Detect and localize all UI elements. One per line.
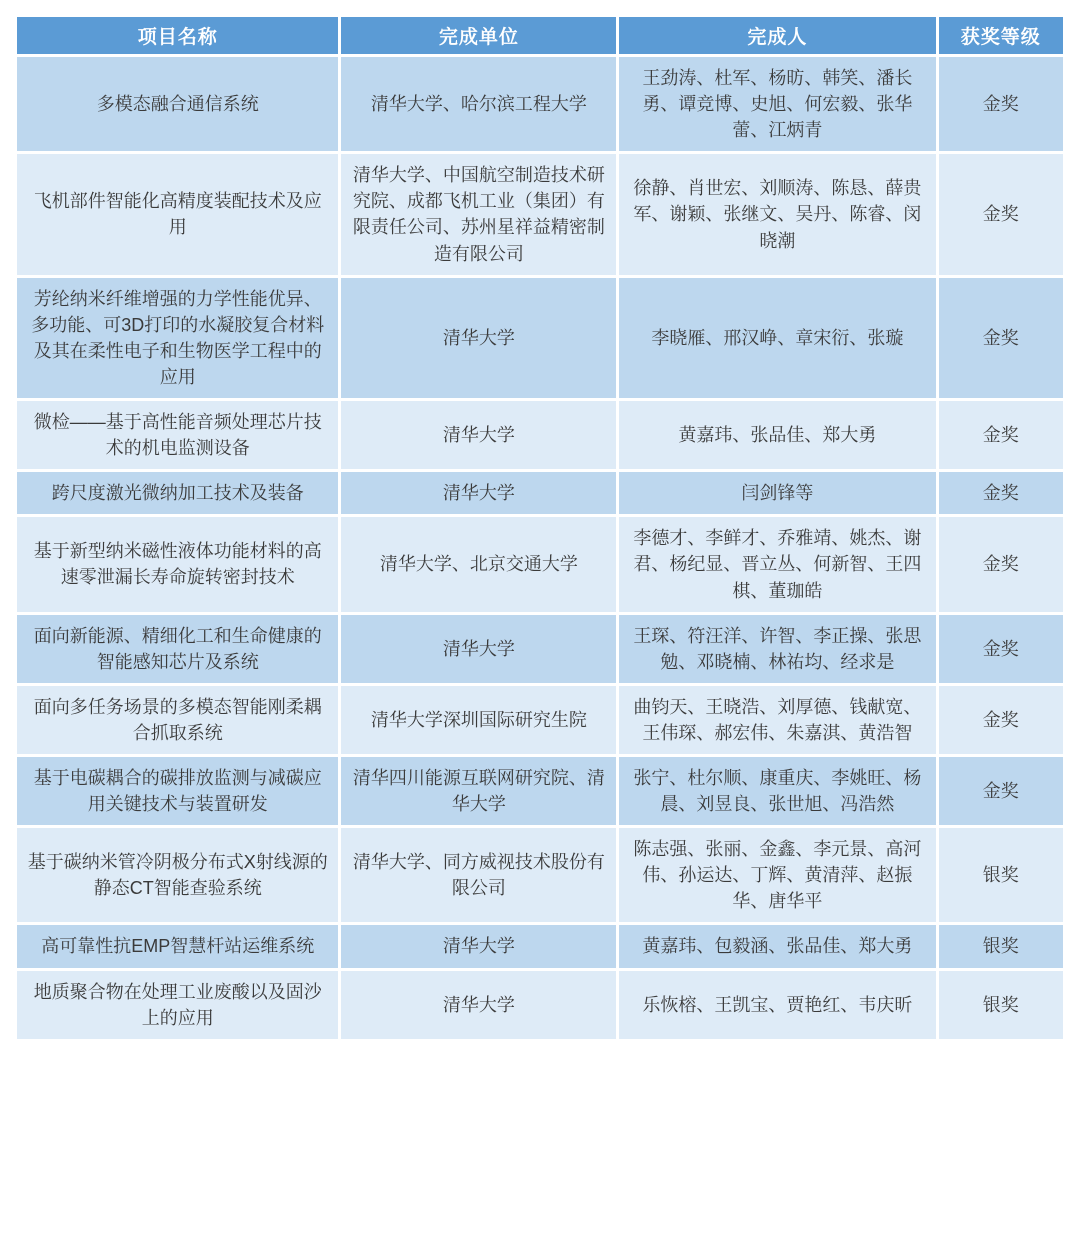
unit-cell: 清华大学 <box>341 278 616 398</box>
people-cell: 张宁、杜尔顺、康重庆、李姚旺、杨晨、刘昱良、张世旭、冯浩然 <box>619 757 935 825</box>
unit-cell: 清华大学 <box>341 472 616 514</box>
people-cell: 曲钧天、王晓浩、刘厚德、钱献宽、王伟琛、郝宏伟、朱嘉淇、黄浩智 <box>619 686 935 754</box>
table-row <box>17 154 1063 274</box>
people-cell: 闫剑锋等 <box>619 472 935 514</box>
table-row <box>17 517 1063 611</box>
award-cell: 银奖 <box>939 925 1063 967</box>
table-row <box>17 828 1063 922</box>
header-project-name: 项目名称 <box>17 17 338 54</box>
unit-cell: 清华大学 <box>341 401 616 469</box>
award-cell: 金奖 <box>939 517 1063 611</box>
unit-cell: 清华大学 <box>341 615 616 683</box>
project-cell: 跨尺度激光微纳加工技术及装备 <box>17 472 338 514</box>
unit-cell: 清华大学 <box>341 971 616 1039</box>
project-cell: 微检——基于高性能音频处理芯片技术的机电监测设备 <box>17 401 338 469</box>
project-cell: 飞机部件智能化高精度装配技术及应用 <box>17 154 338 274</box>
project-cell: 基于碳纳米管冷阴极分布式X射线源的静态CT智能查验系统 <box>17 828 338 922</box>
awards-table <box>14 14 1066 1042</box>
award-cell: 金奖 <box>939 615 1063 683</box>
people-cell: 陈志强、张丽、金鑫、李元景、高河伟、孙运达、丁辉、黄清萍、赵振华、唐华平 <box>619 828 935 922</box>
award-cell: 金奖 <box>939 154 1063 274</box>
people-cell: 王劲涛、杜军、杨昉、韩笑、潘长勇、谭竞博、史旭、何宏毅、张华蕾、江炳青 <box>619 57 935 151</box>
unit-cell: 清华大学 <box>341 925 616 967</box>
unit-cell: 清华大学、同方威视技术股份有限公司 <box>341 828 616 922</box>
project-cell: 多模态融合通信系统 <box>17 57 338 151</box>
project-cell: 地质聚合物在处理工业废酸以及固沙上的应用 <box>17 971 338 1039</box>
people-cell: 黄嘉玮、张品佳、郑大勇 <box>619 401 935 469</box>
project-cell: 面向多任务场景的多模态智能刚柔耦合抓取系统 <box>17 686 338 754</box>
header-award-level: 获奖等级 <box>939 17 1063 54</box>
unit-cell: 清华大学、哈尔滨工程大学 <box>341 57 616 151</box>
table-row <box>17 57 1063 151</box>
project-cell: 面向新能源、精细化工和生命健康的智能感知芯片及系统 <box>17 615 338 683</box>
table-row <box>17 686 1063 754</box>
people-cell: 李晓雁、邢汉峥、章宋衍、张璇 <box>619 278 935 398</box>
people-cell: 黄嘉玮、包毅涵、张品佳、郑大勇 <box>619 925 935 967</box>
unit-cell: 清华四川能源互联网研究院、清华大学 <box>341 757 616 825</box>
table-header <box>17 17 1063 54</box>
unit-cell: 清华大学、中国航空制造技术研究院、成都飞机工业（集团）有限责任公司、苏州星祥益精密制造有限公司 <box>341 154 616 274</box>
award-cell: 金奖 <box>939 686 1063 754</box>
award-cell: 银奖 <box>939 971 1063 1039</box>
project-cell: 芳纶纳米纤维增强的力学性能优异、多功能、可3D打印的水凝胶复合材料及其在柔性电子和生物医学工程中的应用 <box>17 278 338 398</box>
table-row <box>17 615 1063 683</box>
table-body <box>17 57 1063 1039</box>
award-cell: 银奖 <box>939 828 1063 922</box>
award-cell: 金奖 <box>939 472 1063 514</box>
people-cell: 李德才、李鲜才、乔雅靖、姚杰、谢君、杨纪显、晋立丛、何新智、王四棋、董珈皓 <box>619 517 935 611</box>
header-completers: 完成人 <box>619 17 935 54</box>
award-cell: 金奖 <box>939 278 1063 398</box>
people-cell: 乐恢榕、王凯宝、贾艳红、韦庆昕 <box>619 971 935 1039</box>
table-row <box>17 278 1063 398</box>
table-row <box>17 757 1063 825</box>
table-row <box>17 472 1063 514</box>
project-cell: 高可靠性抗EMP智慧杆站运维系统 <box>17 925 338 967</box>
people-cell: 徐静、肖世宏、刘顺涛、陈恳、薛贵军、谢颖、张继文、吴丹、陈睿、闵晓潮 <box>619 154 935 274</box>
header-completing-unit: 完成单位 <box>341 17 616 54</box>
table-row <box>17 971 1063 1039</box>
table-row <box>17 401 1063 469</box>
table-row <box>17 925 1063 967</box>
project-cell: 基于电碳耦合的碳排放监测与减碳应用关键技术与装置研发 <box>17 757 338 825</box>
award-cell: 金奖 <box>939 757 1063 825</box>
award-cell: 金奖 <box>939 57 1063 151</box>
unit-cell: 清华大学、北京交通大学 <box>341 517 616 611</box>
award-cell: 金奖 <box>939 401 1063 469</box>
unit-cell: 清华大学深圳国际研究生院 <box>341 686 616 754</box>
people-cell: 王琛、符汪洋、许智、李正操、张思勉、邓晓楠、林祐均、经求是 <box>619 615 935 683</box>
project-cell: 基于新型纳米磁性液体功能材料的高速零泄漏长寿命旋转密封技术 <box>17 517 338 611</box>
